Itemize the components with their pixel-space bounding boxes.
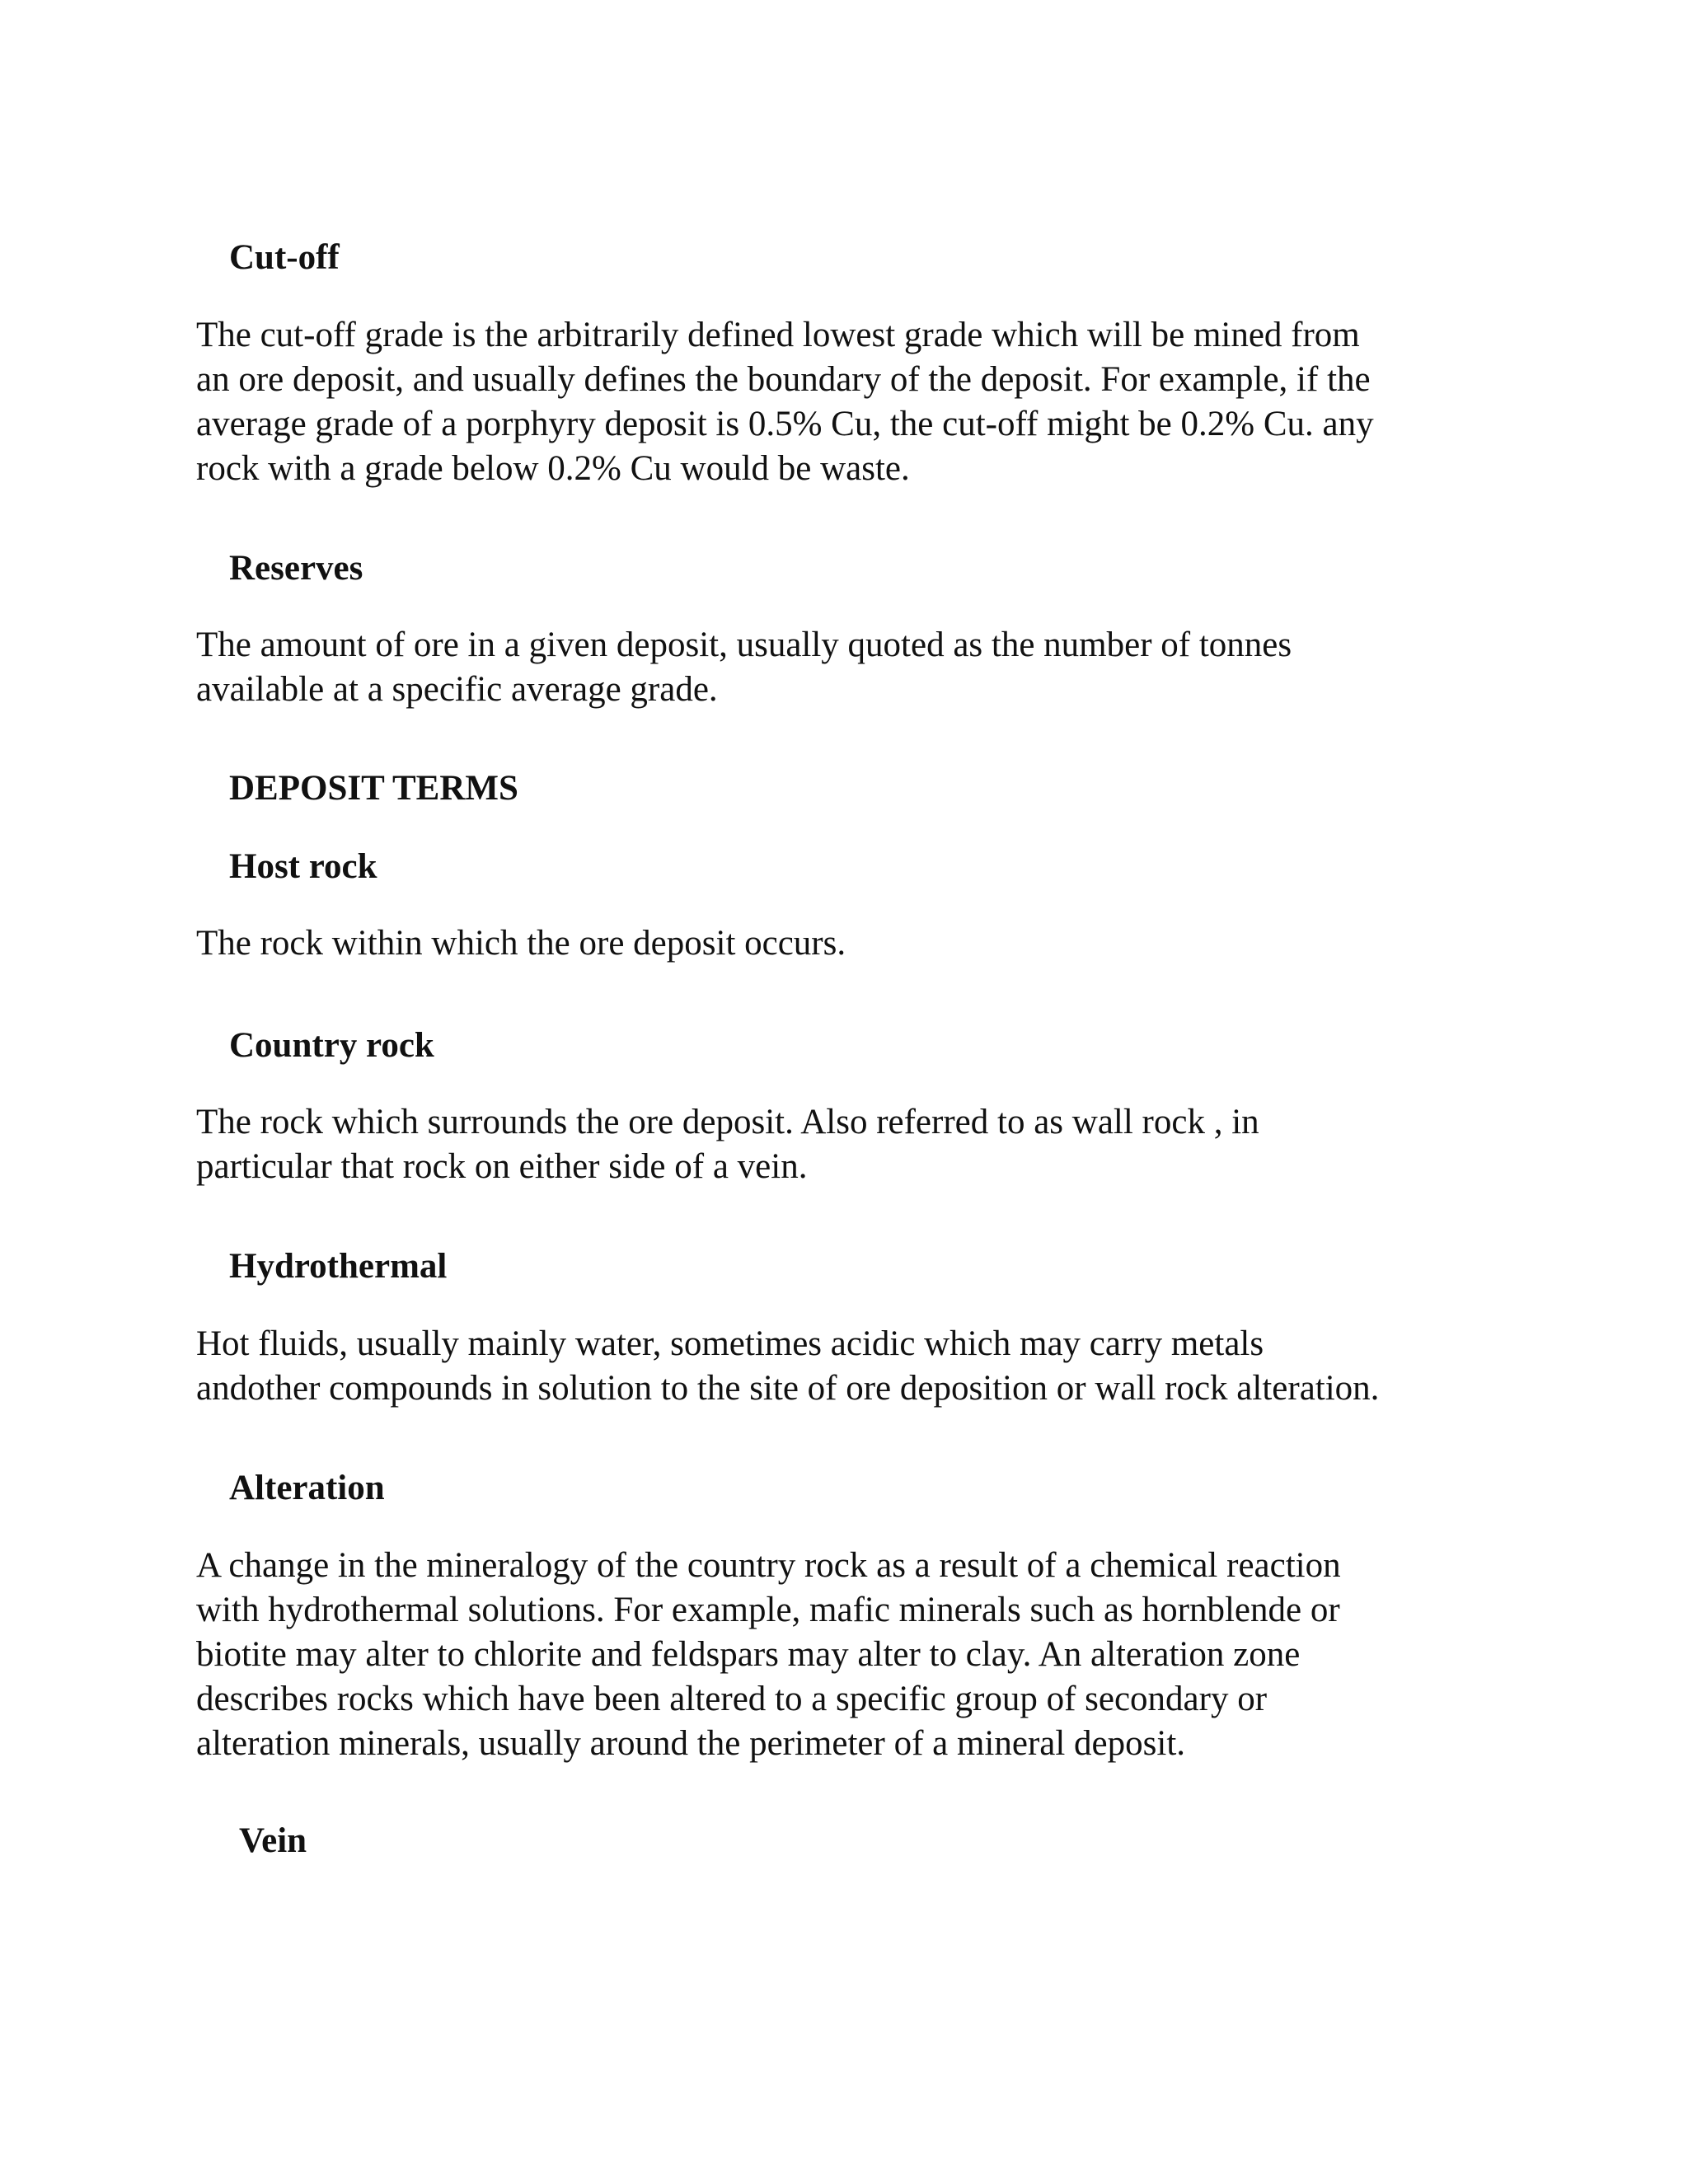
text-line: rock with a grade below 0.2% Cu would be waste. <box>196 449 910 488</box>
text-line: The cut-off grade is the arbitrarily defined lowest grade which will be mined from <box>196 316 1360 354</box>
paragraph-hydrothermal <box>196 1322 1498 1411</box>
text-line: biotite may alter to chlorite and feldspars may alter to clay. An alteration zone <box>196 1635 1301 1674</box>
paragraph-country-rock <box>196 1100 1498 1189</box>
heading-cut-off: Cut-off <box>229 238 340 277</box>
text-line: an ore deposit, and usually defines the boundary of the deposit. For example, if the <box>196 360 1371 399</box>
text-line: particular that rock on either side of a vein. <box>196 1147 808 1186</box>
text-line: describes rocks which have been altered to a specific group of secondary or <box>196 1680 1268 1718</box>
text-line: The rock which surrounds the ore deposit. Also referred to as wall rock , in <box>196 1103 1259 1141</box>
text-line: average grade of a porphyry deposit is 0.5% Cu, the cut-off might be 0.2% Cu. any <box>196 405 1374 443</box>
text-line: andother compounds in solution to the site of ore deposition or wall rock alteration. <box>196 1369 1380 1408</box>
heading-deposit-terms: DEPOSIT TERMS <box>229 769 518 808</box>
heading-host-rock: Host rock <box>229 847 377 886</box>
heading-alteration: Alteration <box>229 1469 385 1507</box>
paragraph-alteration <box>196 1544 1498 1766</box>
paragraph-cut-off <box>196 313 1498 491</box>
paragraph-host-rock <box>196 921 1498 966</box>
text-line: A change in the mineralogy of the country rock as a result of a chemical reaction <box>196 1546 1341 1585</box>
heading-country-rock: Country rock <box>229 1026 434 1065</box>
text-line: The amount of ore in a given deposit, usually quoted as the number of tonnes <box>196 626 1292 664</box>
text-line: Hot fluids, usually mainly water, sometimes acidic which may carry metals <box>196 1324 1264 1363</box>
text-line: The rock within which the ore deposit occurs. <box>196 924 846 963</box>
heading-hydrothermal: Hydrothermal <box>229 1247 448 1286</box>
paragraph-reserves <box>196 623 1498 712</box>
text-line: alteration minerals, usually around the perimeter of a mineral deposit. <box>196 1724 1186 1763</box>
text-line: available at a specific average grade. <box>196 670 718 709</box>
heading-vein: Vein <box>239 1821 307 1860</box>
text-line: with hydrothermal solutions. For example, mafic minerals such as hornblende or <box>196 1591 1340 1629</box>
heading-reserves: Reserves <box>229 549 363 588</box>
